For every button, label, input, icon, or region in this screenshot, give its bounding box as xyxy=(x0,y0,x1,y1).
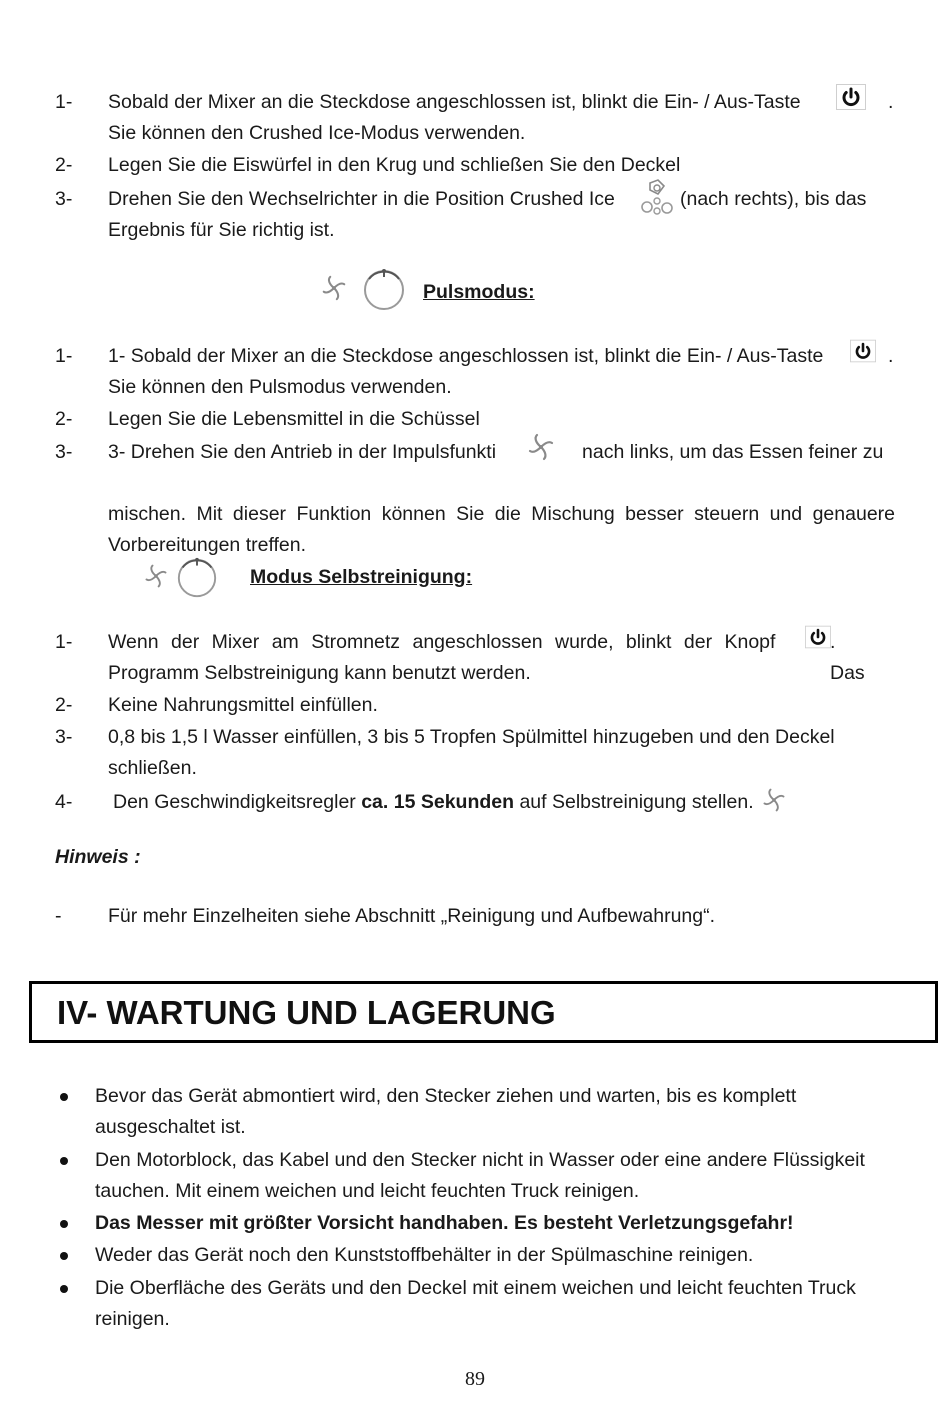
bullet-text: Die Oberfläche des Geräts und den Deckel mit einem weichen und leicht feuchten Truck reinigen. xyxy=(95,1277,856,1330)
note-text: Für mehr Einzelheiten siehe Abschnitt „Reinigung und Aufbewahrung“. xyxy=(108,905,716,927)
bullet-dot xyxy=(60,1220,68,1228)
section-title: IV- WARTUNG UND LAGERUNG xyxy=(57,994,556,1031)
step-text-end: nach links, um das Essen feiner zu xyxy=(582,441,884,463)
hinweis-title: Hinweis : xyxy=(55,846,141,868)
step-text: 0,8 bis 1,5 l Wasser einfüllen, 3 bis 5 Tropfen Spülmittel hinzugeben und den Deckel schließen. xyxy=(108,726,835,779)
note-dash: - xyxy=(55,905,62,927)
step-text-cont: Sie können den Crushed Ice-Modus verwenden. xyxy=(108,122,526,144)
step-number: 2- xyxy=(55,408,73,430)
selbstreinigung-heading: Modus Selbstreinigung: xyxy=(250,566,473,588)
section-heading-box xyxy=(29,981,938,1043)
bullet-dot xyxy=(60,1093,68,1101)
dial-knob-icon xyxy=(175,556,219,600)
step-text: Keine Nahrungsmittel einfüllen. xyxy=(108,694,378,716)
step-number: 4- xyxy=(55,791,73,813)
bullet-text: Das Messer mit größter Vorsicht handhaben. Es besteht Verletzungsgefahr! xyxy=(95,1212,794,1234)
bullet-dot xyxy=(60,1252,68,1260)
step-text: Den Geschwindigkeitsregler xyxy=(113,791,356,813)
step-text-end: auf Selbstreinigung stellen. xyxy=(519,791,754,813)
power-icon xyxy=(805,624,831,650)
step-number: 2- xyxy=(55,694,73,716)
step-number: 1- xyxy=(55,91,73,113)
pulse-fan-icon xyxy=(761,783,787,817)
step-text-cont: Ergebnis für Sie richtig ist. xyxy=(108,219,335,241)
bullet-dot xyxy=(60,1157,68,1165)
step-number: 1- xyxy=(55,345,73,367)
step-text-end: . xyxy=(888,91,894,113)
crushed-ice-icon xyxy=(640,177,674,217)
step-number: 3- xyxy=(55,441,73,463)
pulse-fan-icon xyxy=(526,432,556,462)
step-text: Drehen Sie den Wechselrichter in die Position Crushed Ice xyxy=(108,188,615,210)
step-number: 3- xyxy=(55,188,73,210)
step-number: 1- xyxy=(55,631,73,653)
pulse-fan-icon xyxy=(143,554,169,598)
step-text: Wenn der Mixer am Stromnetz angeschlossen wurde, blinkt der Knopf xyxy=(108,631,776,653)
power-icon xyxy=(836,84,866,110)
step-text-end: . Das xyxy=(830,631,865,684)
step-text: Legen Sie die Lebensmittel in die Schüssel xyxy=(108,408,480,430)
bullet-text: Den Motorblock, das Kabel und den Stecker nicht in Wasser oder eine andere Flüssigkeit tauchen. Mit einem weichen und leicht feuchten Truck reinigen. xyxy=(95,1149,865,1202)
step-text-cont: Programm Selbstreinigung kann benutzt werden. xyxy=(108,662,531,684)
step-text-cont: mischen. Mit dieser Funktion können Sie die Mischung besser steuern und genauere Vorbereitungen treffen. xyxy=(108,503,895,556)
pulse-fan-icon xyxy=(320,271,348,305)
bullet-dot xyxy=(60,1285,68,1293)
step-text: Legen Sie die Eiswürfel in den Krug und schließen Sie den Deckel xyxy=(108,154,681,176)
step-number: 3- xyxy=(55,726,73,748)
pulsmodus-heading: Pulsmodus: xyxy=(423,281,535,303)
step-number: 2- xyxy=(55,154,73,176)
bullet-text: Bevor das Gerät abmontiert wird, den Stecker ziehen und warten, bis es komplett ausgeschaltet ist. xyxy=(95,1085,797,1138)
step-text-bold: ca. 15 Sekunden xyxy=(361,791,515,813)
page-number: 89 xyxy=(465,1368,485,1390)
step-text: 3- Drehen Sie den Antrieb in der Impulsfunkti xyxy=(108,441,497,463)
bullet-text: Weder das Gerät noch den Kunststoffbehälter in der Spülmaschine reinigen. xyxy=(95,1244,754,1266)
step-text-end: . xyxy=(888,345,894,367)
step-text-end: (nach rechts), bis das xyxy=(680,188,867,210)
power-icon xyxy=(850,339,876,363)
step-text-cont: Sie können den Pulsmodus verwenden. xyxy=(108,376,452,398)
dial-knob-icon xyxy=(361,267,407,313)
step-text: Sobald der Mixer an die Steckdose angeschlossen ist, blinkt die Ein- / Aus-Taste xyxy=(108,91,801,113)
step-text: 1- Sobald der Mixer an die Steckdose angeschlossen ist, blinkt die Ein- / Aus-Taste xyxy=(108,345,824,367)
